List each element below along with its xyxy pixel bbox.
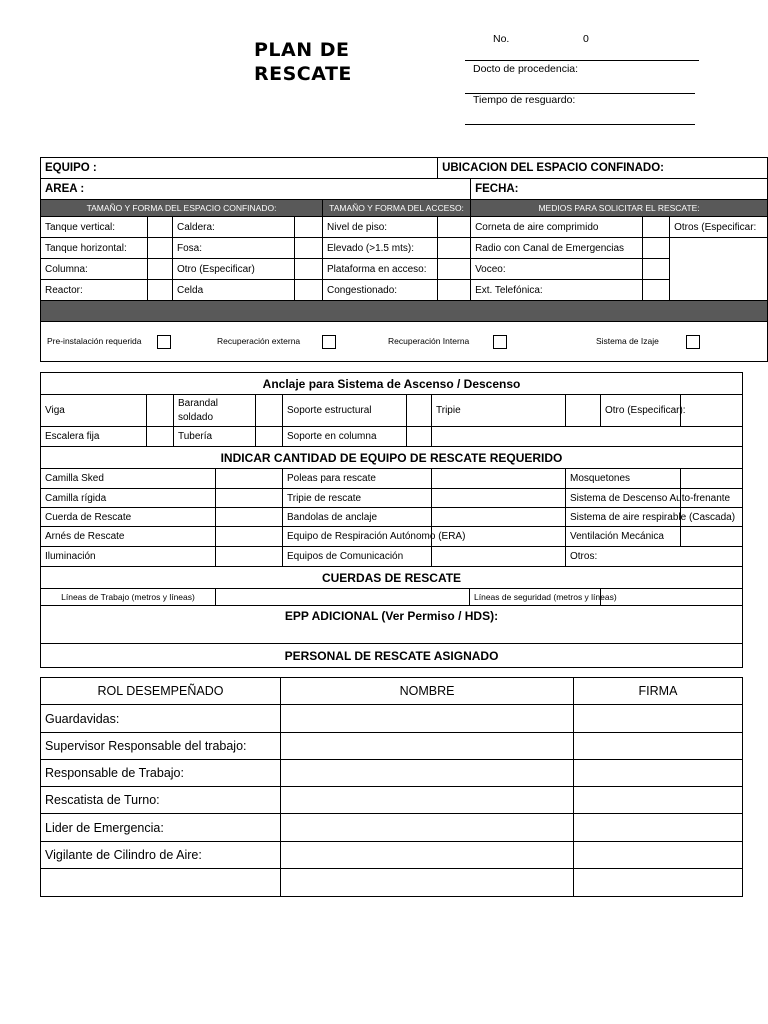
table-cell: Tanque horizontal: (41, 238, 148, 259)
personal-table (40, 677, 743, 897)
checkbox-cell[interactable] (148, 238, 173, 259)
equipo-item: Poleas para rescate (283, 469, 432, 489)
table-cell: Radio con Canal de Emergencias (471, 238, 643, 259)
otro-field[interactable] (681, 395, 743, 427)
no-label: No. (493, 33, 510, 45)
table-cell: Elevado (>1.5 mts): (323, 238, 438, 259)
lineas-trabajo-field[interactable] (216, 589, 470, 606)
option-recuperacion-externa: Recuperación externa (217, 336, 301, 346)
table-cell: Fosa: (173, 238, 295, 259)
equipo-item: Arnés de Rescate (41, 527, 216, 547)
checkbox-cell[interactable] (147, 427, 174, 447)
quantity-cell[interactable] (216, 547, 283, 567)
checkbox-cell[interactable] (295, 259, 323, 280)
title-line-2: RESCATE (254, 63, 352, 85)
table-cell: Columna: (41, 259, 148, 280)
nombre-field[interactable] (281, 733, 574, 760)
option-preinstalacion: Pre-instalación requerida (47, 336, 142, 346)
epp-title[interactable]: EPP ADICIONAL (Ver Permiso / HDS): (41, 606, 743, 644)
checkbox-cell[interactable] (438, 217, 471, 238)
firma-field[interactable] (574, 842, 743, 869)
tiempo-label: Tiempo de resguardo: (473, 94, 576, 106)
rol-label: Supervisor Responsable del trabajo: (41, 733, 281, 760)
otros-field[interactable] (670, 238, 768, 301)
checkbox-cell[interactable] (407, 395, 432, 427)
rol-label: Guardavidas: (41, 705, 281, 733)
table-cell: Corneta de aire comprimido (471, 217, 643, 238)
checkbox-recuperacion-interna[interactable] (493, 335, 507, 349)
col-firma: FIRMA (574, 678, 743, 705)
checkbox-cell[interactable] (643, 280, 670, 301)
nombre-field[interactable] (281, 705, 574, 733)
checkbox-cell[interactable] (148, 217, 173, 238)
quantity-cell[interactable] (432, 547, 566, 567)
empty-cell (432, 427, 743, 447)
checkbox-cell[interactable] (295, 280, 323, 301)
ubicacion-field[interactable]: UBICACION DEL ESPACIO CONFINADO: (438, 158, 768, 179)
equipo-item: Camilla rígida (41, 489, 216, 508)
fecha-field[interactable]: FECHA: (471, 179, 768, 200)
checkbox-cell[interactable] (643, 259, 670, 280)
personal-title: PERSONAL DE RESCATE ASIGNADO (41, 644, 743, 668)
table-cell: Plataforma en acceso: (323, 259, 438, 280)
quantity-cell[interactable] (681, 527, 743, 547)
space-table (40, 157, 768, 362)
quantity-cell[interactable] (216, 469, 283, 489)
rol-label: Lider de Emergencia: (41, 814, 281, 842)
quantity-cell[interactable] (681, 469, 743, 489)
quantity-cell[interactable] (432, 489, 566, 508)
checkbox-cell[interactable] (438, 259, 471, 280)
otros-cell: Otros (Especificar: (670, 217, 768, 238)
checkbox-cell[interactable] (148, 259, 173, 280)
checkbox-cell[interactable] (147, 395, 174, 427)
table-cell: Soporte estructural (283, 395, 407, 427)
firma-field[interactable] (574, 760, 743, 787)
table-cell: Tanque vertical: (41, 217, 148, 238)
nombre-field[interactable] (281, 760, 574, 787)
nombre-field[interactable] (281, 869, 574, 897)
checkbox-cell[interactable] (256, 427, 283, 447)
option-sistema-izaje: Sistema de Izaje (596, 336, 659, 346)
table-cell: Otro (Especificar): (601, 395, 681, 427)
lineas-trabajo-label: Líneas de Trabajo (metros y líneas) (41, 589, 216, 606)
table-cell: Caldera: (173, 217, 295, 238)
checkbox-cell[interactable] (256, 395, 283, 427)
quantity-cell[interactable] (432, 469, 566, 489)
table-cell: Voceo: (471, 259, 643, 280)
lineas-seguridad-label: Líneas de seguridad (metros y líneas) (470, 589, 601, 606)
page-title (254, 38, 352, 86)
checkbox-cell[interactable] (148, 280, 173, 301)
area-field[interactable]: AREA : (41, 179, 471, 200)
options-row (41, 322, 768, 362)
equipo-item: Camilla Sked (41, 469, 216, 489)
nombre-field[interactable] (281, 814, 574, 842)
rol-label: Rescatista de Turno: (41, 787, 281, 814)
firma-field[interactable] (574, 869, 743, 897)
table-cell: Tubería (174, 427, 256, 447)
equipo-field[interactable]: EQUIPO : (41, 158, 438, 179)
lineas-seguridad-field[interactable] (601, 589, 743, 606)
no-value: 0 (583, 33, 589, 45)
checkbox-cell[interactable] (566, 395, 601, 427)
quantity-cell[interactable] (216, 508, 283, 527)
equipo-item: Sistema de Descenso Auto-frenante (566, 489, 681, 508)
tiempo-underline (465, 124, 695, 125)
table-cell: Congestionado: (323, 280, 438, 301)
col-nombre: NOMBRE (281, 678, 574, 705)
firma-field[interactable] (574, 814, 743, 842)
equipo-item: Tripie de rescate (283, 489, 432, 508)
checkbox-cell[interactable] (295, 217, 323, 238)
option-recuperacion-interna: Recuperación Interna (388, 336, 470, 346)
espacio-header: TAMAÑO Y FORMA DEL ESPACIO CONFINADO: (41, 200, 323, 217)
checkbox-cell[interactable] (407, 427, 432, 447)
checkbox-cell[interactable] (295, 238, 323, 259)
table-cell: Escalera fija (41, 427, 147, 447)
docto-label: Docto de procedencia: (473, 63, 579, 75)
cuerdas-title: CUERDAS DE RESCATE (41, 567, 743, 589)
equipo-item: Ventilación Mecánica (566, 527, 681, 547)
checkbox-cell[interactable] (438, 280, 471, 301)
equipo-item: Cuerda de Rescate (41, 508, 216, 527)
table-cell: Celda (173, 280, 295, 301)
table-cell: Reactor: (41, 280, 148, 301)
equipo-item: Sistema de aire respirable (Cascada) (566, 508, 681, 527)
checkbox-sistema-izaje[interactable] (686, 335, 700, 349)
table-cell: Viga (41, 395, 147, 427)
table-cell: Tripie (432, 395, 566, 427)
table-cell: Barandal soldado (174, 395, 256, 427)
rescue-table (40, 372, 743, 668)
table-cell: Ext. Telefónica: (471, 280, 643, 301)
anclaje-title: Anclaje para Sistema de Ascenso / Descenso (41, 373, 743, 395)
col-rol: ROL DESEMPEÑADO (41, 678, 281, 705)
quantity-cell[interactable] (432, 508, 566, 527)
checkbox-preinstalacion[interactable] (157, 335, 171, 349)
medios-header: MEDIOS PARA SOLICITAR EL RESCATE: (471, 200, 768, 217)
checkbox-cell[interactable] (643, 217, 670, 238)
firma-field[interactable] (574, 733, 743, 760)
equipo-item: Equipos de Comunicación (283, 547, 432, 567)
no-underline (465, 60, 699, 61)
equipo-title: INDICAR CANTIDAD DE EQUIPO DE RESCATE REQUERIDO (41, 447, 743, 469)
firma-field[interactable] (574, 705, 743, 733)
table-cell: Otro (Especificar) (173, 259, 295, 280)
equipo-item: Equipo de Respiración Autónomo (ERA) (283, 527, 432, 547)
equipo-item: Iluminación (41, 547, 216, 567)
title-line-1: PLAN DE (254, 39, 350, 61)
table-cell: Soporte en columna (283, 427, 407, 447)
acceso-header: TAMAÑO Y FORMA DEL ACCESO: (323, 200, 471, 217)
rol-label[interactable] (41, 869, 281, 897)
equipo-item: Mosquetones (566, 469, 681, 489)
rol-label: Vigilante de Cilindro de Aire: (41, 842, 281, 869)
equipo-item: Otros: (566, 547, 743, 567)
nombre-field[interactable] (281, 787, 574, 814)
checkbox-recuperacion-externa[interactable] (322, 335, 336, 349)
nombre-field[interactable] (281, 842, 574, 869)
firma-field[interactable] (574, 787, 743, 814)
rol-label: Responsable de Trabajo: (41, 760, 281, 787)
quantity-cell[interactable] (216, 527, 283, 547)
table-cell: Nivel de piso: (323, 217, 438, 238)
equipo-item: Bandolas de anclaje (283, 508, 432, 527)
checkbox-cell[interactable] (438, 238, 471, 259)
quantity-cell[interactable] (216, 489, 283, 508)
dark-separator (41, 301, 768, 322)
checkbox-cell[interactable] (643, 238, 670, 259)
